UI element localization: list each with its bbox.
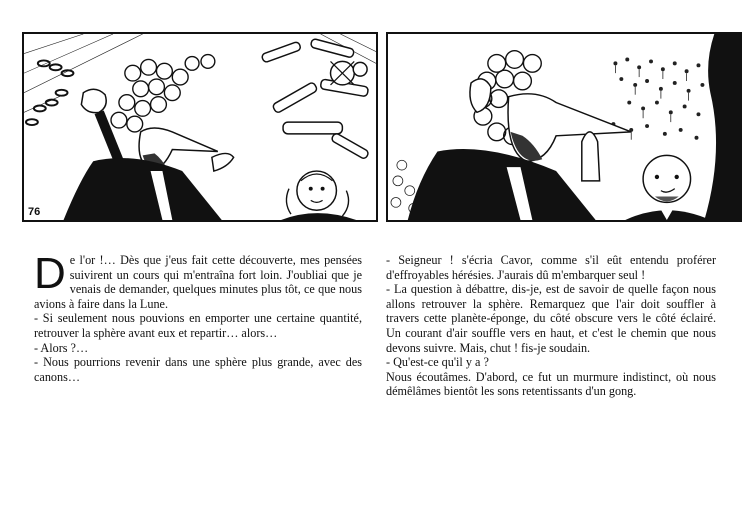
text-column-right: [386, 253, 716, 399]
page-number: 76: [28, 206, 41, 218]
text-column-left: [34, 249, 362, 384]
comic-panel-left: [22, 32, 378, 222]
comic-panel-right: [386, 32, 742, 222]
comic-illustration-right: [388, 34, 740, 220]
paragraph: - Nous pourrions revenir dans une sphère plus grande, avec des canons…: [34, 355, 362, 384]
paragraph: Nous écoutâmes. D'abord, ce fut un murmure indistinct, où nous démêlâmes bientôt les sons retentissants d'un gong.: [386, 369, 716, 399]
paragraph: - Alors ?…: [34, 340, 89, 355]
dropcap: D: [34, 249, 66, 298]
paragraph: [34, 249, 362, 311]
paragraph: - Seigneur ! s'écria Cavor, comme s'il eût entendu proférer d'effroyables hérésies. J'aurais dû m'embarquer seul !: [386, 253, 716, 282]
paragraph: - Si seulement nous pouvions en emporter une certaine quantité, retrouver la sphère avant eux et repartir… alors…: [34, 311, 362, 340]
paragraph: - La question à débattre, dis-je, est de savoir de quelle façon nous allons retrouver la sphère. Remarquez que l'air doit souffler à travers cette planète-éponge, du côté obscure vers le côté éclairé. Un courant d'air souffle vers en haut, et c'est le chemin que nous devons suivre. Mais, chut ! fis-je soudain.: [386, 282, 716, 355]
comic-illustration-left: [24, 34, 376, 220]
paragraph: - Qu'est-ce qu'il y a ?: [386, 355, 489, 370]
paragraph-text: e l'or !… Dès que j'eus fait cette découverte, mes pensées suivirent un cours qui m'entraîna fort loin. J'oubliai que je venais de demander, quelques minutes plus tôt, ce que nous avions à faire dans la Lune.: [34, 253, 362, 311]
